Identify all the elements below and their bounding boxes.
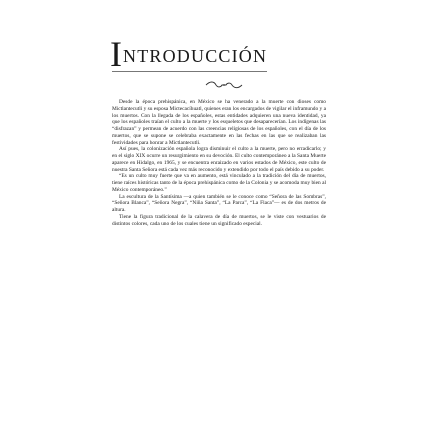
title-rest: NTRODUCCIÓN [123, 46, 268, 66]
title-underline [112, 71, 267, 72]
title-initial: I [110, 34, 123, 74]
paragraph: “Es un culto muy fuerte que va en aumento, está vinculado a la tradición del día de muertos, tiene raíces históricas tanto de la época prehispánica como de la Colonia y se acomoda muy bien al México contemporáneo.” [112, 173, 326, 193]
paragraph: Desde la época prehispánica, en México se ha venerado a la muerte con dioses como Mictlantecutli y su esposa Mictecacíhuatl, quienes eran los encargados de vigilar el inframundo y a los muertos. Con la llegada de los españoles, estas entidades adquieren una nueva identidad, ya que los españoles traían el culto a la muerte y los esqueletos que desaparecerían. Los indígenas las “disfrazan” y permean de acuerdo con las creencias religiosas de los españoles, con el día de los muertos, que se supone se celebraba exactamente en las fechas en las que se realizaban las festividades para honrar a Mictlantecutli. [112, 99, 326, 146]
chapter-title [110, 36, 267, 72]
paragraph: Tiene la figura tradicional de la calavera de día de muertos, se le viste con vestuarios de distintos colores, cada uno de los cuales tiene un significado especial. [112, 213, 326, 227]
paragraph: La escultura de la Santísima —a quien también se le conoce como “Señora de las Sombras”, “Señora Blanca”, “Señora Negra”, “Niña Santa”, “La Parca”, “La Flaca”— es de dos metros de altura. [112, 193, 326, 213]
decorative-swirl-ornament-icon [204, 80, 244, 90]
body-text [112, 99, 326, 227]
paragraph: Así pues, la colonización española logra disminuir el culto a la muerte, pero no erradicarlo; y en el siglo XIX ocurre un resurgimiento en su devoción. El culto contemporáneo a la Santa Muerte aparece en Hidalgo, en 1965, y se encuentra enraizado en varios estados de México, este culto de nuestra Santa Señora está cada vez más reconocido y extendido por todo el país debido a su poder. [112, 146, 326, 173]
